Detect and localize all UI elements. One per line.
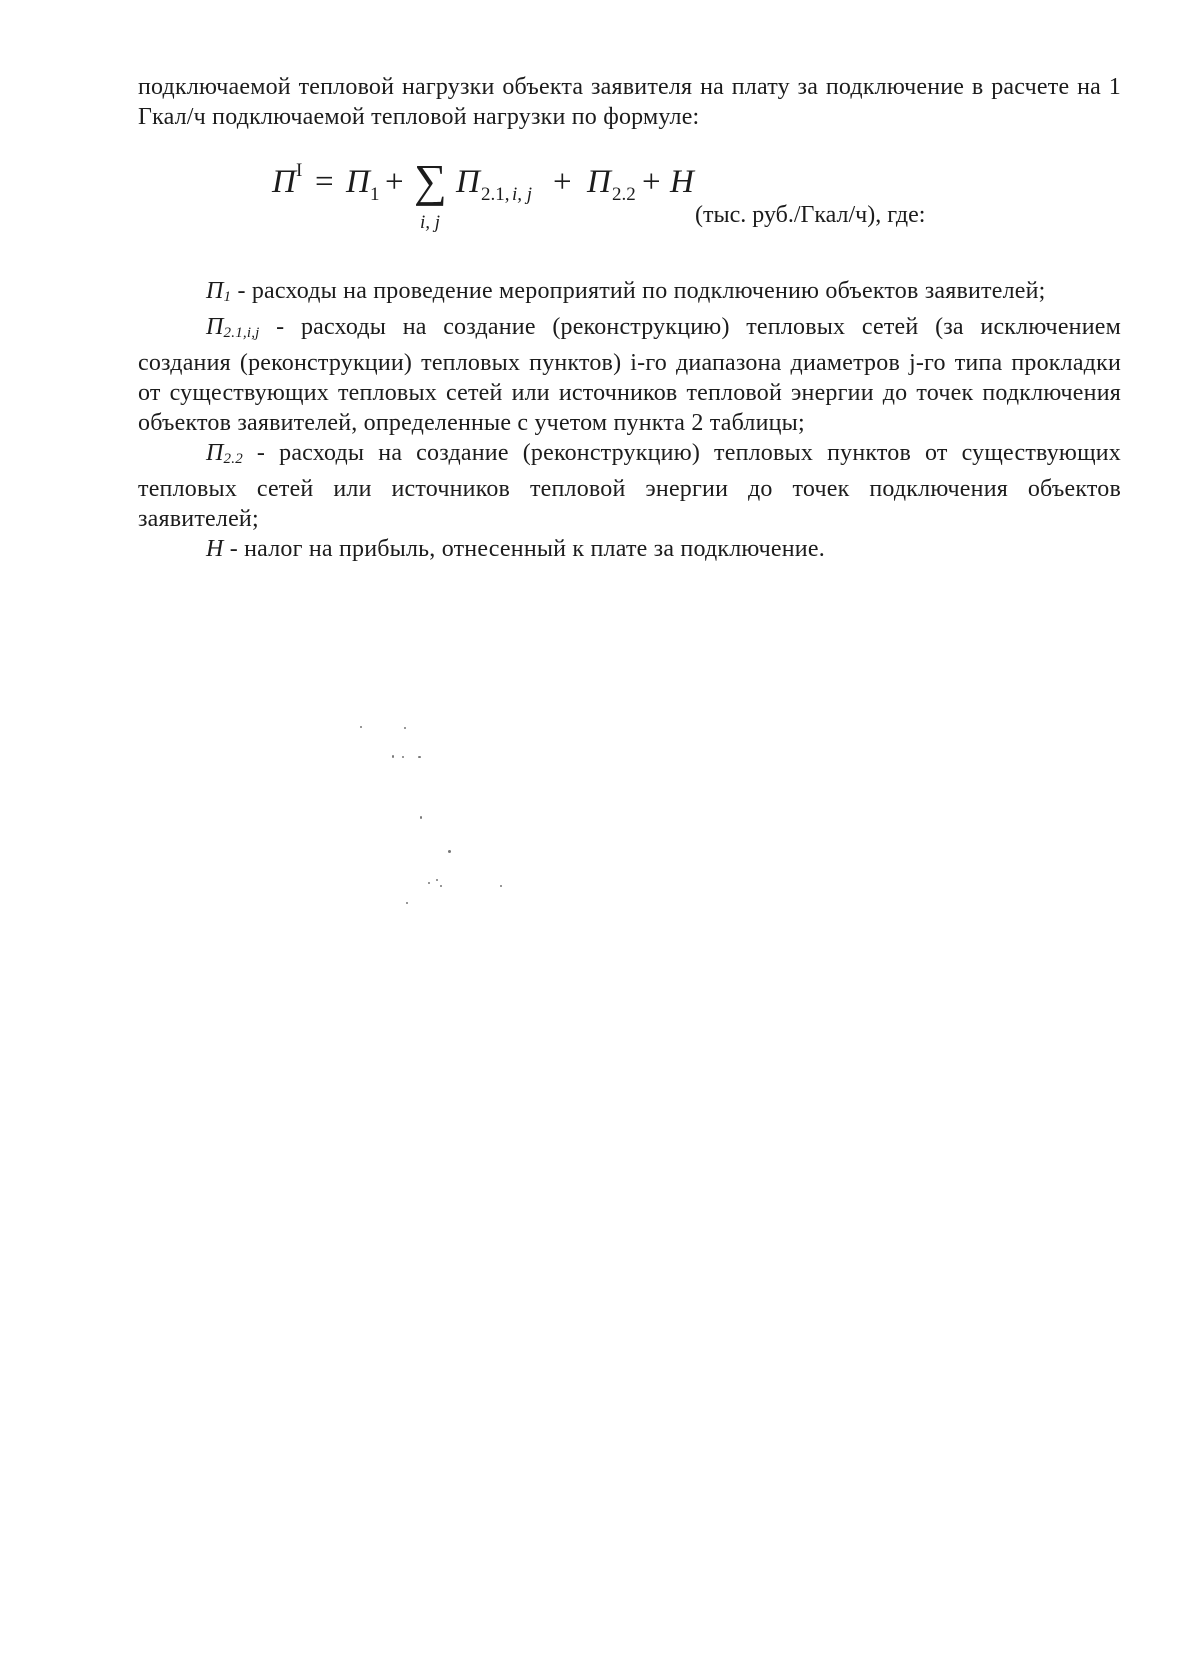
- scan-speck: [404, 727, 406, 729]
- formula-p22: П: [587, 164, 611, 200]
- definitions-list: [138, 276, 1121, 570]
- definition-symbol: $П_{2.1,i,j}$: [206, 314, 260, 341]
- scan-speck: [406, 902, 408, 904]
- scan-speck: [418, 756, 421, 758]
- formula-p1: П: [346, 164, 370, 200]
- formula-sum-index: i, j: [420, 212, 441, 233]
- definition-symbol: $П_{2.2}$: [206, 440, 243, 467]
- scan-speck: [360, 726, 362, 728]
- scan-speck: [428, 882, 430, 884]
- formula-p21: П: [456, 164, 480, 200]
- definition-symbol: Н: [206, 536, 224, 562]
- intro-paragraph: [138, 72, 1121, 132]
- intro-line-1: подключаемой тепловой нагрузки объекта заявителя на плату за подключение в: [138, 74, 984, 100]
- definition-text: - расходы на проведение мероприятий по подключению объектов заявителей;: [231, 278, 1046, 304]
- formula-p22-subscript: 2.2: [612, 184, 636, 205]
- formula-p21-subscript: 2.1,: [481, 184, 510, 205]
- formula-p1-subscript: 1: [370, 184, 380, 205]
- intro-line-2: расчете на 1 Гкал/ч подключаемой тепловой нагрузки по формуле:: [138, 74, 1121, 130]
- formula-lhs: П: [272, 164, 296, 200]
- scan-speck: [448, 850, 451, 853]
- definition-text: - расходы на создание (реконструкцию) тепловых пунктов от существующих тепловых сетей или источников тепловой энергии до точек подключения объектов заявителей;: [138, 440, 1121, 532]
- scan-speck: [402, 756, 404, 758]
- formula-plus-2: +: [553, 164, 572, 200]
- formula-plus-1: +: [385, 164, 404, 200]
- scan-speck: [436, 879, 438, 881]
- formula-sum-sign: ∑: [414, 155, 447, 206]
- formula-p21-index: i, j: [512, 184, 533, 205]
- definition-p22: [138, 438, 1121, 534]
- formula-h: Н: [670, 164, 694, 200]
- formula-plus-3: +: [642, 164, 661, 200]
- definition-symbol: $П_1$: [206, 278, 232, 305]
- definition-h: [138, 534, 1121, 570]
- definition-p21: [138, 312, 1121, 438]
- definition-text: - налог на прибыль, отнесенный к плате за подключение.: [223, 536, 825, 562]
- scan-speck: [500, 885, 502, 887]
- scan-speck: [392, 755, 394, 758]
- formula-lhs-superscript: I: [296, 160, 303, 181]
- definition-text: - расходы на создание (реконструкцию) тепловых сетей (за исключением создания (реконструкции) тепловых пунктов) i-го диапазона диаметров j-го типа прокладки от существующих тепловых сетей или источников тепловой энергии до точек подключения объектов заявителей, определенные с учетом пункта 2 таблицы;: [138, 314, 1121, 436]
- formula-equals: =: [315, 164, 334, 200]
- scan-speck: [440, 885, 442, 887]
- formula-units: (тыс. руб./Гкал/ч), где:: [695, 202, 926, 228]
- scan-speck: [420, 816, 422, 819]
- definition-p1: [138, 276, 1121, 312]
